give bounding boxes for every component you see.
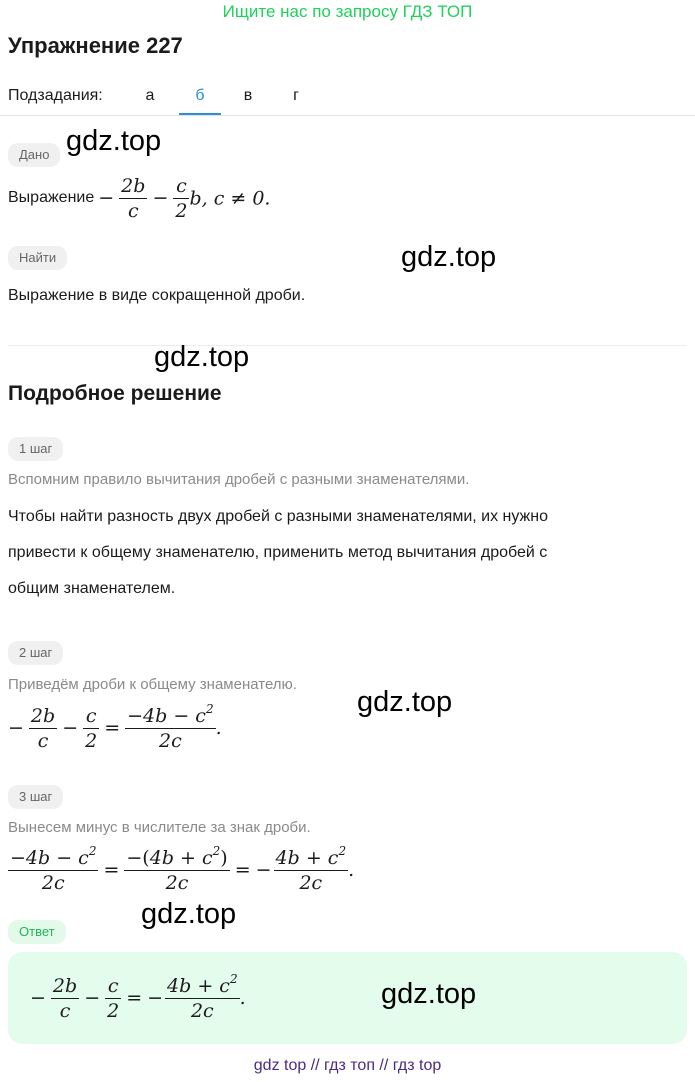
tab-b[interactable]: б bbox=[195, 87, 205, 104]
step2-badge: 2 шаг bbox=[8, 641, 63, 665]
section-divider bbox=[8, 345, 687, 346]
step1-line-3: общим знаменателем. bbox=[8, 580, 176, 597]
step3-hint: Вынесем минус в числителе за знак дроби. bbox=[8, 819, 311, 836]
step3-formula: $\frac{-4b - c^2}{2c}$ = $\frac{-(4b + c^2)}{2c}$ = − $\frac{4b + c^2}{2c}$ . bbox=[10, 843, 355, 894]
step2-hint: Приведём дроби к общему знаменателю. bbox=[8, 676, 297, 693]
given-expression bbox=[8, 170, 270, 226]
step1-hint: Вспомним правило вычитания дробей с разными знаменателями. bbox=[8, 471, 470, 488]
watermark: gdz.top bbox=[381, 978, 477, 1010]
watermark: gdz.top bbox=[401, 241, 497, 273]
tab-a[interactable]: а bbox=[145, 87, 155, 104]
given-formula: − $\frac{2b}{c}$ − $\frac{c}{2}$ b, c ≠ 0. bbox=[98, 174, 271, 222]
watermark: gdz.top bbox=[141, 898, 237, 930]
given-prefix: Выражение bbox=[8, 189, 95, 206]
step1-badge: 1 шаг bbox=[8, 437, 63, 461]
watermark: gdz.top bbox=[154, 341, 250, 373]
search-hint-link[interactable]: Ищите нас по запросу ГДЗ ТОП bbox=[222, 2, 473, 21]
given-badge: Дано bbox=[8, 143, 60, 167]
tab-v[interactable]: в bbox=[243, 87, 253, 104]
tab-g[interactable]: г bbox=[293, 87, 299, 104]
footer-links[interactable]: gdz top // гдз топ // гдз top bbox=[253, 1057, 442, 1074]
step2-formula: − $\frac{2b}{c}$ − $\frac{c}{2}$ = $\frac{-4b - c^2}{2c}$ . bbox=[8, 701, 222, 752]
given-condition: b, c ≠ 0. bbox=[189, 187, 271, 209]
step1-line-1: Чтобы найти разность двух дробей с разными знаменателями, их нужно bbox=[8, 508, 548, 525]
step1-line-2: привести к общему знаменателю, применить метод вычитания дробей с bbox=[8, 544, 548, 561]
step3-badge: 3 шаг bbox=[8, 785, 63, 809]
solution-title: Подробное решение bbox=[8, 382, 222, 405]
subtasks-label: Подзадания: bbox=[8, 87, 103, 104]
answer-badge: Ответ bbox=[8, 920, 66, 944]
page-title: Упражнение 227 bbox=[8, 33, 183, 58]
tabs-divider bbox=[0, 115, 695, 116]
watermark: gdz.top bbox=[357, 686, 453, 718]
answer-formula: − $\frac{2b}{c}$ − $\frac{c}{2}$ = − $\frac{4b + c^2}{2c}$ . bbox=[30, 971, 246, 1022]
find-badge: Найти bbox=[8, 246, 67, 270]
watermark: gdz.top bbox=[66, 125, 162, 157]
find-text: Выражение в виде сокращенной дроби. bbox=[8, 287, 306, 304]
